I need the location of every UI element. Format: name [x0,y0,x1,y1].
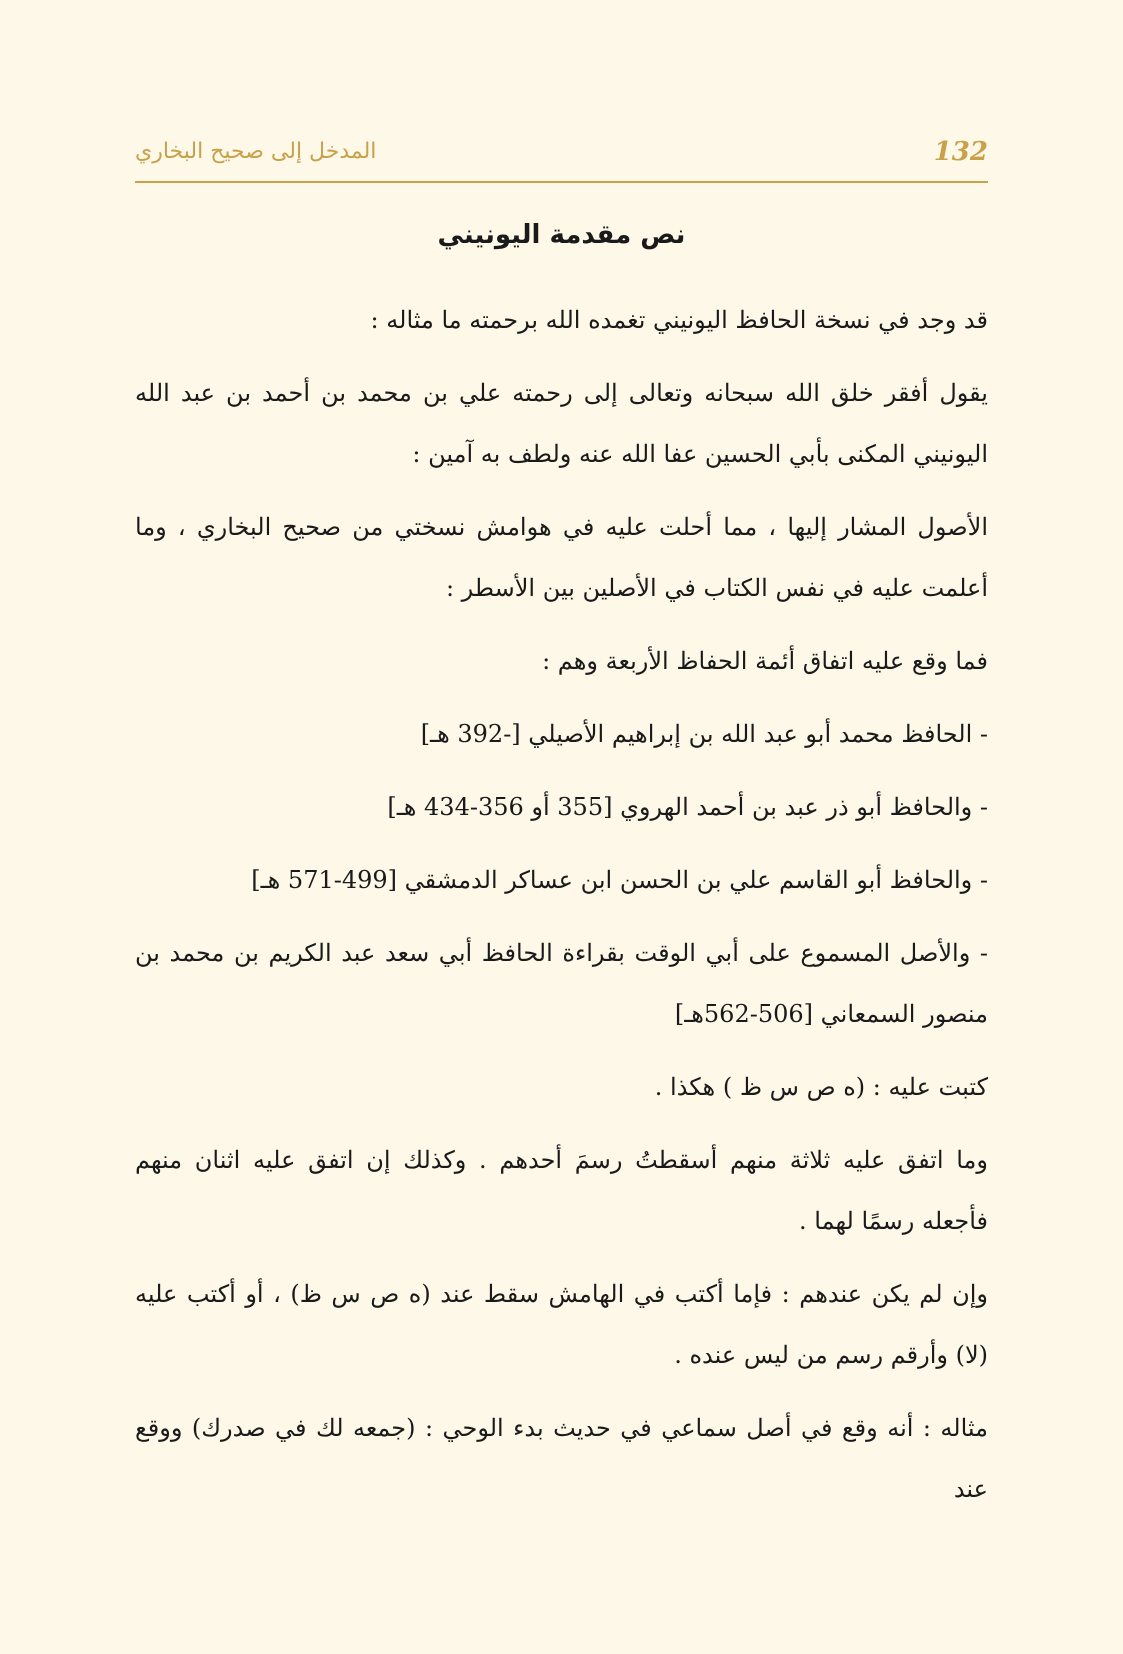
paragraph-symbols: كتبت عليه : (ه ص س ظ ) هكذا . [654,1073,988,1101]
paragraph-author-statement: يقول أفقر خلق الله سبحانه وتعالى إلى رحمته علي بن محمد بن أحمد بن عبد الله اليونيني المكنى بأبي الحسين عفا الله عنه ولطف به آمين : [135,379,988,468]
paragraph-sources: الأصول المشار إليها ، مما أحلت عليه في هوامش نسختي من صحيح البخاري ، وما أعلمت عليه في نفس الكتاب في الأصلين بين الأسطر : [135,513,988,602]
paragraph-example: مثاله : أنه وقع في أصل سماعي في حديث بدء الوحي : (جمعه لك في صدرك) ووقع عند [135,1414,988,1503]
page-number: 132 [933,137,988,167]
running-header [135,135,988,183]
list-item-samani: - والأصل المسموع على أبي الوقت بقراءة الحافظ أبي سعد عبد الكريم بن محمد بن منصور السمعاني [506-562هـ] [135,939,988,1028]
list-item-ibn-asakir: - والحافظ أبو القاسم علي بن الحسن ابن عساكر الدمشقي [499-571 هـ] [251,866,988,894]
paragraph-four-huffaz: فما وقع عليه اتفاق أئمة الحفاظ الأربعة وهم : [542,647,988,675]
running-title: المدخل إلى صحيح البخاري [135,139,377,164]
body-text [135,290,988,1532]
document-page [135,0,988,1654]
paragraph-not-found: وإن لم يكن عندهم : فإما أكتب في الهامش سقط عند (ه ص س ظ) ، أو أكتب عليه (لا) وأرقم رسم من ليس عنده . [135,1280,988,1369]
list-item-asili: - الحافظ محمد أبو عبد الله بن إبراهيم الأصيلي [-392 هـ] [420,720,988,748]
paragraph-intro: قد وجد في نسخة الحافظ اليونيني تغمده الله برحمته ما مثاله : [370,306,988,334]
list-item-harawi: - والحافظ أبو ذر عبد بن أحمد الهروي [355 أو 356-434 هـ] [387,793,988,821]
paragraph-three-agree: وما اتفق عليه ثلاثة منهم أسقطتُ رسمَ أحدهم . وكذلك إن اتفق عليه اثنان منهم فأجعله رسمًا لهما . [135,1146,988,1235]
section-title: نص مقدمة اليونيني [437,220,686,250]
